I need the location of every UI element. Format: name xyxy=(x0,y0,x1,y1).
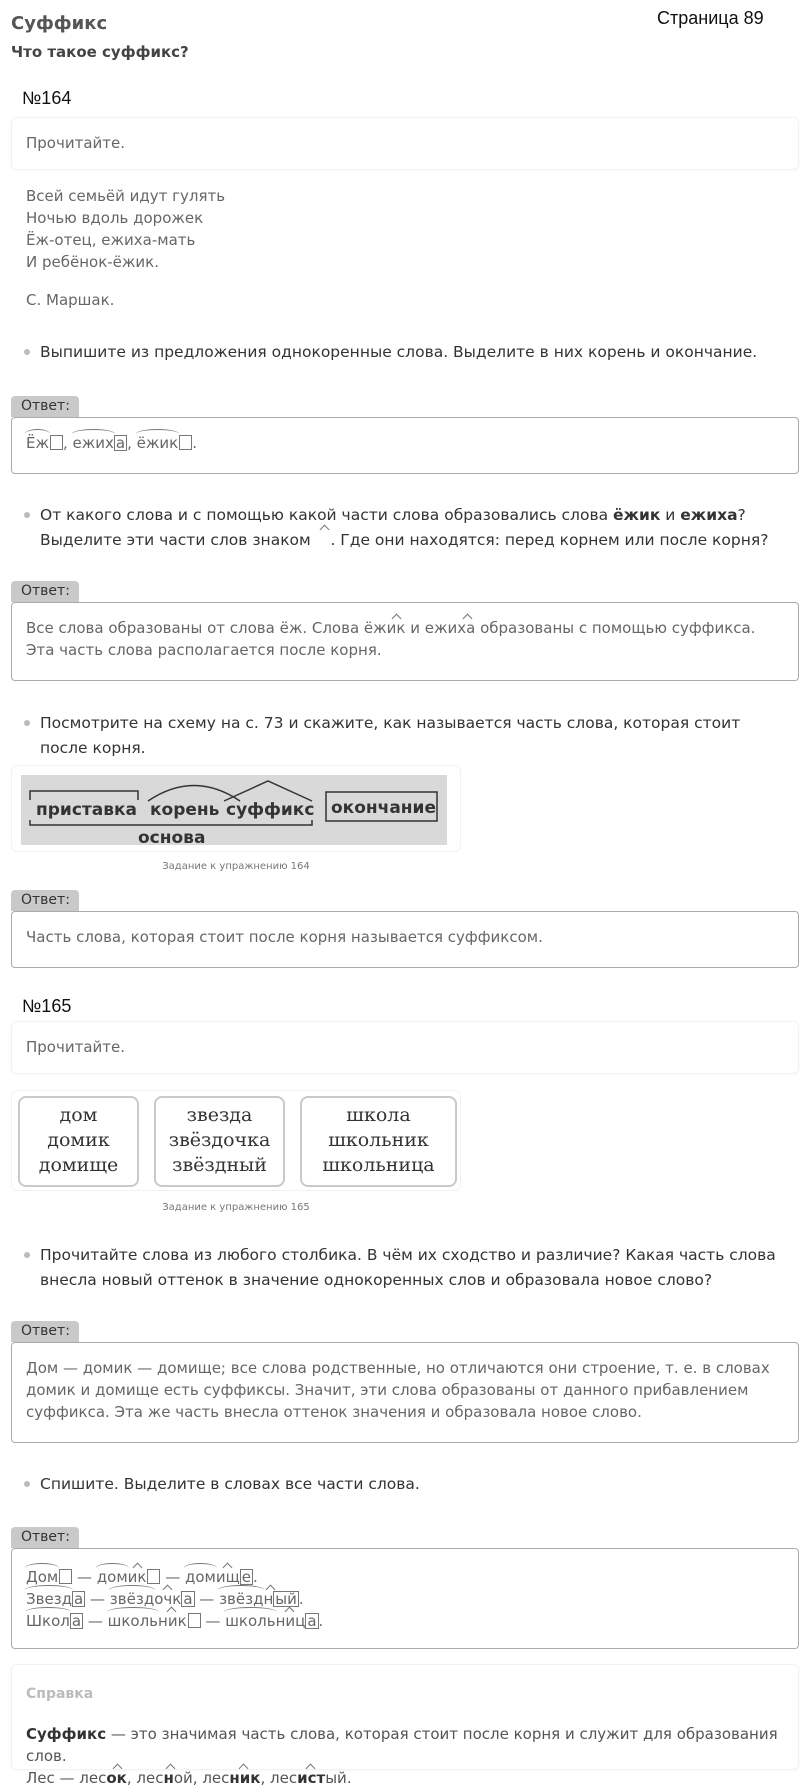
scheme-root: корень xyxy=(150,800,220,820)
poem-author: С. Маршак. xyxy=(26,291,115,309)
question-text: Спишите. Выделите в словах все части слова. xyxy=(40,1475,420,1493)
word-column: звезда звёздочка звёздный xyxy=(154,1096,285,1187)
answer-165-2 xyxy=(11,1548,799,1649)
reference-card xyxy=(11,1664,799,1787)
exercise-164-task: Прочитайте. xyxy=(26,134,126,152)
bullet-icon xyxy=(24,512,30,518)
bullet-icon xyxy=(24,1481,30,1487)
root-mark: ёжик xyxy=(136,434,179,452)
page-number: Страница 89 xyxy=(657,8,764,28)
period: . xyxy=(192,434,198,452)
root-mark: Ёж xyxy=(26,434,49,452)
root-mark: ежих xyxy=(72,434,114,452)
exercise-164-task-card xyxy=(11,117,799,170)
question-165-1 xyxy=(24,1243,784,1293)
figure-caption: Задание к упражнению 164 xyxy=(162,861,310,872)
suffix-mark: ха xyxy=(457,619,476,637)
word-column: дом домик домище xyxy=(18,1096,139,1187)
question-text: От какого слова и с помощью какой части слова образовались слова ёжик и ежиха? Выделите эти части слов знаком . Где они находятся: перед корнем или после корня? xyxy=(40,503,784,553)
page-subtitle: Что такое суффикс? xyxy=(11,43,189,61)
word-scheme-figure xyxy=(11,765,461,852)
question-164-1 xyxy=(24,340,784,365)
question-text: Прочитайте слова из любого столбика. В чём их сходство и различие? Какая часть слова внесла новый оттенок в значение однокоренных слов и образовала новое слово? xyxy=(40,1246,776,1289)
poem-line: Ёж-отец, ежиха-мать xyxy=(26,231,196,249)
bullet-icon xyxy=(24,720,30,726)
answer-label: Ответ: xyxy=(11,396,79,417)
exercise-164-number: №164 xyxy=(22,88,72,108)
exercise-165-task: Прочитайте. xyxy=(26,1038,126,1056)
answer-label: Ответ: xyxy=(11,890,79,911)
exercise-165-task-card xyxy=(11,1021,799,1074)
separator: , xyxy=(63,434,73,452)
page-title: Суффикс xyxy=(11,13,108,34)
suffix-mark: ик xyxy=(386,619,406,637)
separator: , xyxy=(127,434,137,452)
poem-line: Всей семьёй идут гулять xyxy=(26,187,226,205)
bullet-icon xyxy=(24,1252,30,1258)
answer-text: Дом — домик — домище; все слова родственные, но отличаются они строение, т. е. в словах домик и домище есть суффиксы. Значит, эти слова образованы от данного прибавлением суффикса. Эта же часть внесла оттенок значения и образовала новое слово. xyxy=(26,1359,770,1421)
answer-text: Часть слова, которая стоит после корня называется суффиксом. xyxy=(26,928,543,946)
answer-label: Ответ: xyxy=(11,1527,79,1548)
answer-label: Ответ: xyxy=(11,1321,79,1342)
answer-line: Дом — домик — домищ е . xyxy=(26,1568,258,1586)
answer-165-1 xyxy=(11,1342,799,1443)
null-ending-mark xyxy=(179,435,192,450)
question-165-2 xyxy=(24,1472,784,1497)
answer-line: Звезд а — звёздочк а — звёздн ый . xyxy=(26,1590,304,1608)
ending-mark: а xyxy=(115,434,126,452)
reference-definition: Суффикс — это значимая часть слова, которая стоит после корня и служит для образования слов. xyxy=(26,1725,778,1765)
figure-caption: Задание к упражнению 165 xyxy=(162,1202,310,1213)
bullet-icon xyxy=(24,349,30,355)
word-column: школа школьник школьница xyxy=(300,1096,457,1187)
answer-164-3 xyxy=(11,911,799,968)
poem-line: И ребёнок-ёжик. xyxy=(26,253,159,271)
scheme-ending: окончание xyxy=(331,798,436,818)
null-ending-mark xyxy=(50,435,63,450)
word-scheme xyxy=(12,766,460,851)
poem-line: Ночью вдоль дорожек xyxy=(26,209,204,227)
poem xyxy=(26,185,225,273)
answer-label: Ответ: xyxy=(11,581,79,602)
answer-164-1 xyxy=(11,417,799,474)
suffix-sign-icon xyxy=(316,528,331,553)
scheme-suffix: суффикс xyxy=(226,800,315,820)
answer-line: Школ а — школьник — школьниц а . xyxy=(26,1612,324,1630)
word-columns-figure xyxy=(11,1090,461,1191)
exercise-165-number: №165 xyxy=(22,996,72,1016)
scheme-stem: основа xyxy=(138,828,206,848)
answer-164-2: Все слова образованы от слова ёж. Слова ёжик и ежиха образованы с помощью суффикса. Эта часть слова располагается после корня. xyxy=(11,602,799,681)
reference-label: Справка xyxy=(26,1686,94,1702)
scheme-prefix: приставка xyxy=(36,800,137,820)
reference-examples: Лес — лесок, лесной, лесник, лесистый. xyxy=(26,1769,352,1787)
question-164-2 xyxy=(24,503,784,553)
question-164-3 xyxy=(24,711,784,761)
question-text: Посмотрите на схему на с. 73 и скажите, как называется часть слова, которая стоит после корня. xyxy=(40,714,741,757)
question-text: Выпишите из предложения однокоренные слова. Выделите в них корень и окончание. xyxy=(40,343,758,361)
